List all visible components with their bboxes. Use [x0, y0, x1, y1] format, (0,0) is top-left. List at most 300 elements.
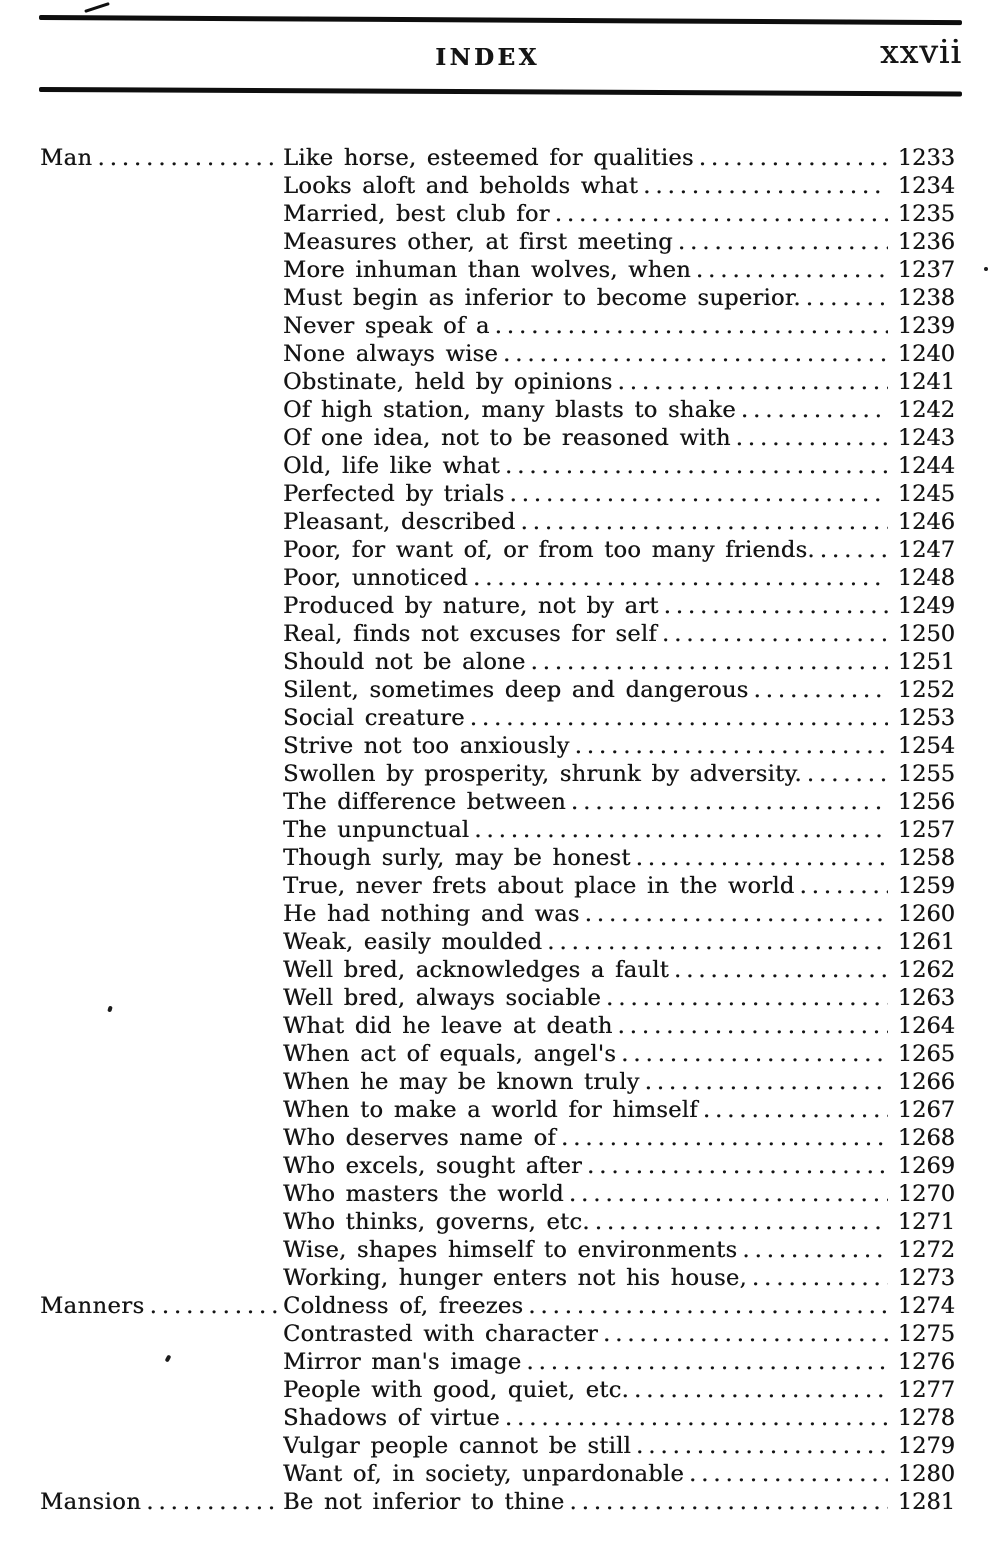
entry-page-number: 1274 [897, 1293, 955, 1319]
leader-dots [678, 228, 888, 256]
folio-page-number: xxvii [880, 32, 962, 71]
leader-dots [696, 256, 888, 284]
term-column [40, 956, 283, 984]
entry-page-number: 1270 [897, 1181, 955, 1207]
index-entry-text: The unpunctual [283, 817, 470, 843]
index-entry-row [40, 620, 955, 648]
entry-page-number: 1266 [897, 1069, 955, 1095]
entry-column [283, 144, 891, 172]
entry-column [283, 704, 891, 732]
leader-dots [470, 704, 888, 732]
leader-dots [664, 592, 888, 620]
entry-column [283, 200, 891, 228]
index-entry-text: People with good, quiet, etc. [283, 1377, 629, 1403]
index-entry-row [40, 1124, 955, 1152]
index-entry-text: Should not be alone [283, 649, 526, 675]
entry-column [283, 732, 891, 760]
entry-page-number: 1239 [897, 313, 955, 339]
index-entry-row [40, 1488, 955, 1516]
entry-page-number: 1268 [897, 1125, 955, 1151]
entry-column [283, 1432, 891, 1460]
index-entry-text: Of high station, many blasts to shake [283, 397, 736, 423]
index-entry-text: Who masters the world [283, 1181, 564, 1207]
index-entry-row [40, 1320, 955, 1348]
entry-column [283, 1488, 891, 1516]
index-entry-row [40, 984, 955, 1012]
entry-page-number: 1249 [897, 593, 955, 619]
index-entry-row [40, 1292, 955, 1320]
entry-page-number: 1251 [897, 649, 955, 675]
entry-column [283, 1348, 891, 1376]
index-term: Mansion [40, 1489, 142, 1515]
entry-page-number: 1269 [897, 1153, 955, 1179]
index-entry-row [40, 1376, 955, 1404]
index-entry-text: More inhuman than wolves, when [283, 257, 691, 283]
entry-column [283, 676, 891, 704]
entry-column [283, 1292, 891, 1320]
entry-page-number: 1241 [897, 369, 955, 395]
index-entry-row [40, 536, 955, 564]
term-column [40, 984, 283, 1012]
index-entry-row [40, 452, 955, 480]
index-term: Man [40, 145, 93, 171]
leader-dots [618, 368, 888, 396]
page-title: INDEX [435, 44, 540, 71]
entry-column [283, 1208, 891, 1236]
term-column [40, 1040, 283, 1068]
index-entry-row [40, 872, 955, 900]
index-entry-row [40, 648, 955, 676]
term-column [40, 1124, 283, 1152]
index-entry-row [40, 284, 955, 312]
entry-page-number: 1242 [897, 397, 955, 423]
leader-dots [569, 1488, 888, 1516]
term-column [40, 172, 283, 200]
term-column [40, 228, 283, 256]
entry-column [283, 872, 891, 900]
index-entry-text: Like horse, esteemed for qualities [283, 145, 694, 171]
entry-page-number: 1240 [897, 341, 955, 367]
index-entry-row [40, 1236, 955, 1264]
term-column [40, 1292, 283, 1320]
entry-page-number: 1244 [897, 453, 955, 479]
term-column [40, 564, 283, 592]
entry-page-number: 1272 [897, 1237, 955, 1263]
leader-dots [636, 1432, 888, 1460]
term-column [40, 256, 283, 284]
leader-dots [505, 1404, 888, 1432]
term-column [40, 620, 283, 648]
index-entry-text: When act of equals, angel's [283, 1041, 617, 1067]
index-entry-text: Shadows of virtue [283, 1405, 500, 1431]
index-entry-text: What did he leave at death [283, 1013, 613, 1039]
term-column [40, 1488, 283, 1516]
term-column [40, 480, 283, 508]
entry-page-number: 1259 [897, 873, 955, 899]
leader-dots [571, 788, 888, 816]
entry-column [283, 536, 891, 564]
entry-page-number: 1245 [897, 481, 955, 507]
entry-page-number: 1261 [897, 929, 955, 955]
page-header [39, 32, 962, 80]
entry-page-number: 1253 [897, 705, 955, 731]
term-column [40, 844, 283, 872]
leader-dots [820, 536, 888, 564]
entry-column [283, 368, 891, 396]
term-column [40, 788, 283, 816]
entry-page-number: 1281 [897, 1489, 955, 1515]
index-entry-text: Vulgar people cannot be still [283, 1433, 632, 1459]
index-entry-row [40, 564, 955, 592]
entry-page-number: 1233 [897, 145, 955, 171]
entry-column [283, 592, 891, 620]
leader-dots [587, 1152, 888, 1180]
index-entry-row [40, 1180, 955, 1208]
entry-page-number: 1252 [897, 677, 955, 703]
leader-dots [521, 508, 888, 536]
index-entry-text: Coldness of, freezes [283, 1293, 524, 1319]
term-column [40, 676, 283, 704]
entry-page-number: 1250 [897, 621, 955, 647]
entry-page-number: 1260 [897, 901, 955, 927]
leader-dots [742, 1236, 888, 1264]
entry-column [283, 760, 891, 788]
index-entry-text: Pleasant, described [283, 509, 516, 535]
entry-page-number: 1280 [897, 1461, 955, 1487]
entry-page-number: 1279 [897, 1433, 955, 1459]
entry-column [283, 956, 891, 984]
entry-page-number: 1255 [897, 761, 955, 787]
term-column [40, 368, 283, 396]
term-leader-dots [97, 144, 280, 172]
index-entry-text: Of one idea, not to be reasoned with [283, 425, 731, 451]
index-entry-text: Well bred, acknowledges a fault [283, 957, 669, 983]
index-entry-row [40, 396, 955, 424]
entry-page-number: 1254 [897, 733, 955, 759]
index-entry-row [40, 1040, 955, 1068]
entry-column [283, 480, 891, 508]
entry-column [283, 1460, 891, 1488]
index-entry-text: Poor, for want of, or from too many friends. [283, 537, 815, 563]
entry-page-number: 1273 [897, 1265, 955, 1291]
term-column [40, 144, 283, 172]
entry-column [283, 1404, 891, 1432]
entry-page-number: 1243 [897, 425, 955, 451]
leader-dots [618, 1012, 888, 1040]
index-entry-text: When to make a world for himself [283, 1097, 698, 1123]
index-entry-text: Mirror man's image [283, 1349, 522, 1375]
index-entry-row [40, 1348, 955, 1376]
index-entry-row [40, 368, 955, 396]
term-column [40, 340, 283, 368]
leader-dots [689, 1460, 888, 1488]
entry-column [283, 1264, 891, 1292]
index-entry-text: Silent, sometimes deep and dangerous [283, 677, 749, 703]
index-entry-row [40, 1096, 955, 1124]
leader-dots [575, 732, 888, 760]
term-column [40, 1180, 283, 1208]
index-entry-row [40, 508, 955, 536]
entry-column [283, 1320, 891, 1348]
entry-page-number: 1236 [897, 229, 955, 255]
term-column [40, 928, 283, 956]
term-leader-dots [146, 1488, 280, 1516]
entry-column [283, 1068, 891, 1096]
index-entry-text: Must begin as inferior to become superior. [283, 285, 801, 311]
entry-column [283, 620, 891, 648]
entry-page-number: 1234 [897, 173, 955, 199]
index-entry-text: Obstinate, held by opinions [283, 369, 613, 395]
entry-column [283, 312, 891, 340]
index-entry-text: Looks aloft and beholds what [283, 173, 639, 199]
index-entry-text: Poor, unnoticed [283, 565, 468, 591]
index-entry-row [40, 1068, 955, 1096]
index-entry-text: Who deserves name of [283, 1125, 556, 1151]
entry-column [283, 1040, 891, 1068]
index-entry-text: Produced by nature, not by art [283, 593, 659, 619]
term-column [40, 424, 283, 452]
leader-dots [569, 1180, 888, 1208]
leader-dots [806, 284, 888, 312]
entry-column [283, 816, 891, 844]
index-entry-row [40, 1208, 955, 1236]
leader-dots [474, 816, 888, 844]
index-entry-text: Who excels, sought after [283, 1153, 583, 1179]
leader-dots [741, 396, 888, 424]
index-entry-row [40, 1264, 955, 1292]
entry-column [283, 648, 891, 676]
header-rule [39, 87, 962, 97]
term-column [40, 648, 283, 676]
term-column [40, 1376, 283, 1404]
index-entry-row [40, 1152, 955, 1180]
index-entry-row [40, 256, 955, 284]
entry-column [283, 172, 891, 200]
index-entry-row [40, 1012, 955, 1040]
entry-page-number: 1267 [897, 1097, 955, 1123]
term-column [40, 760, 283, 788]
entry-page-number: 1258 [897, 845, 955, 871]
term-column [40, 1236, 283, 1264]
entry-page-number: 1257 [897, 817, 955, 843]
index-entry-row [40, 144, 955, 172]
entry-column [283, 788, 891, 816]
index-entry-row [40, 928, 955, 956]
entry-column [283, 396, 891, 424]
leader-dots [530, 648, 888, 676]
index-entry-row [40, 228, 955, 256]
leader-dots [807, 760, 888, 788]
entry-page-number: 1238 [897, 285, 955, 311]
entry-column [283, 1124, 891, 1152]
index-entry-row [40, 1460, 955, 1488]
leader-dots [736, 424, 888, 452]
entry-page-number: 1264 [897, 1013, 955, 1039]
index-entry-text: When he may be known truly [283, 1069, 640, 1095]
entry-page-number: 1278 [897, 1405, 955, 1431]
entry-page-number: 1277 [897, 1377, 955, 1403]
index-entry-text: Well bred, always sociable [283, 985, 602, 1011]
index-entry-text: The difference between [283, 789, 566, 815]
leader-dots [606, 984, 888, 1012]
term-column [40, 284, 283, 312]
entry-page-number: 1235 [897, 201, 955, 227]
index-entry-row [40, 816, 955, 844]
index-entry-text: He had nothing and was [283, 901, 580, 927]
leader-dots [699, 144, 888, 172]
leader-dots [509, 480, 888, 508]
leader-dots [526, 1348, 888, 1376]
term-column [40, 1096, 283, 1124]
index-entry-row [40, 172, 955, 200]
term-column [40, 1012, 283, 1040]
index-entry-row [40, 760, 955, 788]
index-entry-row [40, 424, 955, 452]
index-entry-row [40, 1432, 955, 1460]
term-column [40, 1320, 283, 1348]
term-column [40, 900, 283, 928]
entry-column [283, 424, 891, 452]
leader-dots [495, 312, 888, 340]
leader-dots [636, 844, 888, 872]
term-column [40, 1208, 283, 1236]
leader-dots [603, 1320, 888, 1348]
index-entry-text: Swollen by prosperity, shrunk by adversity. [283, 761, 802, 787]
entry-page-number: 1271 [897, 1209, 955, 1235]
leader-dots [561, 1124, 888, 1152]
term-leader-dots [150, 1292, 280, 1320]
leader-dots [674, 956, 888, 984]
scan-speck [984, 267, 988, 271]
term-column [40, 200, 283, 228]
index-entry-text: Though surly, may be honest [283, 845, 631, 871]
leader-dots [643, 172, 888, 200]
index-entry-row [40, 900, 955, 928]
entry-column [283, 928, 891, 956]
index-entry-text: Perfected by trials [283, 481, 505, 507]
index-entry-text: Want of, in society, unpardonable [283, 1461, 684, 1487]
leader-dots [621, 1040, 888, 1068]
index-entry-text: Wise, shapes himself to environments [283, 1237, 738, 1263]
index-entry-row [40, 200, 955, 228]
entry-column [283, 1012, 891, 1040]
leader-dots [505, 452, 888, 480]
leader-dots [703, 1096, 888, 1124]
scan-mark [84, 2, 110, 13]
index-term: Manners [40, 1293, 145, 1319]
term-column [40, 816, 283, 844]
term-column [40, 1068, 283, 1096]
term-column [40, 452, 283, 480]
term-column [40, 1432, 283, 1460]
entry-column [283, 256, 891, 284]
term-column [40, 1348, 283, 1376]
entry-page-number: 1263 [897, 985, 955, 1011]
entry-page-number: 1275 [897, 1321, 955, 1347]
leader-dots [595, 1208, 888, 1236]
index-entry-text: True, never frets about place in the world [283, 873, 795, 899]
term-column [40, 1152, 283, 1180]
index-entry-text: Social creature [283, 705, 465, 731]
leader-dots [555, 200, 888, 228]
index-entry-text: None always wise [283, 341, 499, 367]
entry-column [283, 844, 891, 872]
entry-column [283, 1096, 891, 1124]
leader-dots [662, 620, 888, 648]
term-column [40, 1460, 283, 1488]
entry-column [283, 284, 891, 312]
index-entry-row [40, 480, 955, 508]
entry-column [283, 508, 891, 536]
index-entry-text: Measures other, at first meeting [283, 229, 673, 255]
term-column [40, 1264, 283, 1292]
entry-column [283, 1152, 891, 1180]
entry-page-number: 1246 [897, 509, 955, 535]
index-entry-list [40, 144, 955, 1516]
entry-page-number: 1276 [897, 1349, 955, 1375]
leader-dots [473, 564, 888, 592]
term-column [40, 1404, 283, 1432]
leader-dots [799, 872, 888, 900]
index-entry-row [40, 956, 955, 984]
index-entry-text: Never speak of a [283, 313, 490, 339]
entry-page-number: 1247 [897, 537, 955, 563]
term-column [40, 592, 283, 620]
term-column [40, 872, 283, 900]
entry-column [283, 340, 891, 368]
index-entry-text: Be not inferior to thine [283, 1489, 565, 1515]
index-entry-row [40, 704, 955, 732]
term-column [40, 396, 283, 424]
entry-column [283, 984, 891, 1012]
index-entry-row [40, 340, 955, 368]
entry-page-number: 1237 [897, 257, 955, 283]
index-entry-text: Working, hunger enters not his house, [283, 1265, 747, 1291]
entry-column [283, 1236, 891, 1264]
index-entry-row [40, 844, 955, 872]
entry-page-number: 1256 [897, 789, 955, 815]
entry-column [283, 228, 891, 256]
entry-column [283, 1180, 891, 1208]
entry-page-number: 1262 [897, 957, 955, 983]
leader-dots [585, 900, 888, 928]
index-entry-row [40, 1404, 955, 1432]
index-entry-text: Contrasted with character [283, 1321, 598, 1347]
leader-dots [528, 1292, 888, 1320]
index-entry-text: Strive not too anxiously [283, 733, 570, 759]
term-column [40, 732, 283, 760]
leader-dots [547, 928, 888, 956]
index-entry-row [40, 592, 955, 620]
leader-dots [634, 1376, 888, 1404]
index-entry-text: Real, finds not excuses for self [283, 621, 657, 647]
index-entry-row [40, 788, 955, 816]
entry-column [283, 564, 891, 592]
leader-dots [752, 1264, 888, 1292]
top-rule [39, 15, 962, 25]
leader-dots [754, 676, 888, 704]
index-entry-text: Married, best club for [283, 201, 550, 227]
index-entry-row [40, 732, 955, 760]
entry-column [283, 452, 891, 480]
term-column [40, 508, 283, 536]
term-column [40, 704, 283, 732]
leader-dots [645, 1068, 888, 1096]
entry-column [283, 1376, 891, 1404]
entry-page-number: 1265 [897, 1041, 955, 1067]
term-column [40, 536, 283, 564]
index-entry-text: Who thinks, governs, etc. [283, 1209, 590, 1235]
